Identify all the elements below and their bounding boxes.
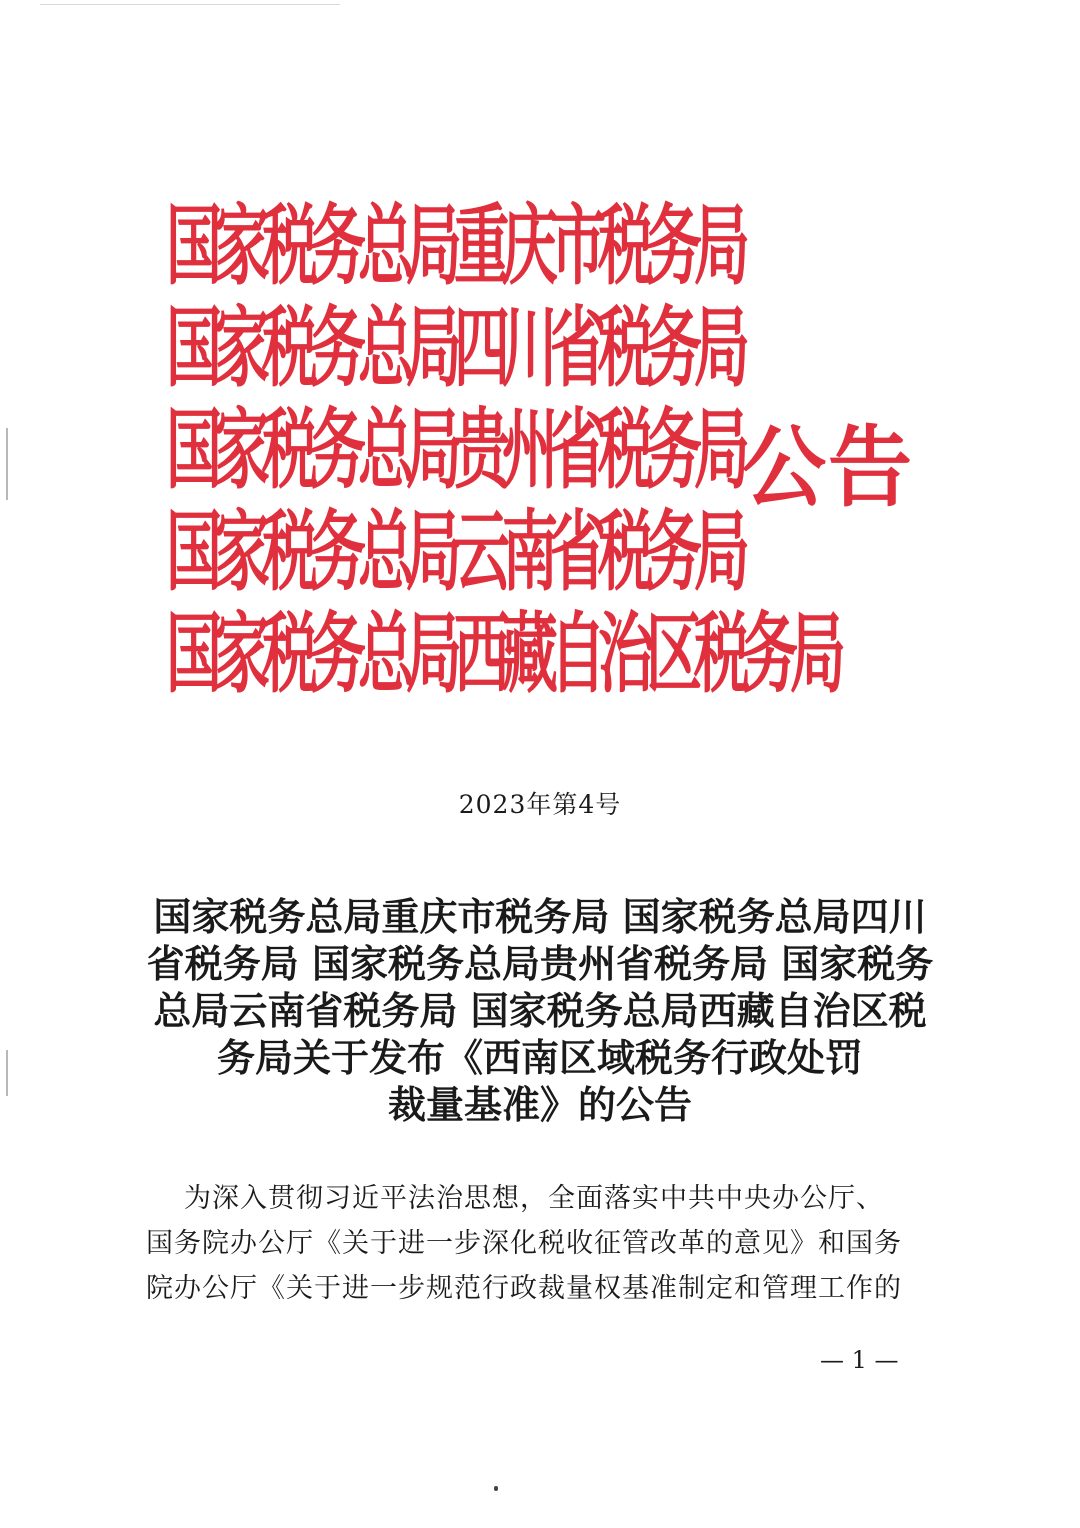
masthead-issuer-guizhou: 国家税务总局贵州省税务局 bbox=[166, 397, 742, 502]
title-line: 裁量基准》的公告 bbox=[387, 1082, 692, 1127]
body-line: 院办公厅《关于进一步规范行政裁量权基准制定和管理工作的 bbox=[146, 1273, 902, 1304]
title-line: 务局关于发布《西南区域税务行政处罚 bbox=[216, 1035, 863, 1080]
scan-margin-mark bbox=[6, 1050, 8, 1096]
masthead-issuer-chongqing: 国家税务总局重庆市税务局 bbox=[166, 193, 742, 298]
body-line: 国务院办公厅《关于进一步深化税收征管改革的意见》和国务 bbox=[146, 1228, 902, 1259]
scan-margin-mark bbox=[6, 428, 8, 500]
masthead-issuer-yunnan: 国家税务总局云南省税务局 bbox=[166, 499, 742, 604]
scan-dust-speck bbox=[494, 1486, 498, 1491]
title-line: 国家税务总局重庆市税务局 国家税务总局四川 bbox=[153, 894, 927, 939]
body-paragraph bbox=[146, 1176, 946, 1311]
masthead-issuer-xizang: 国家税务总局西藏自治区税务局 bbox=[166, 601, 838, 706]
masthead-doc-kind: 公告 bbox=[742, 414, 915, 519]
body-line: 为深入贯彻习近平法治思想，全面落实中共中央办公厅、 bbox=[184, 1183, 884, 1214]
masthead-issuer-sichuan: 国家税务总局四川省税务局 bbox=[166, 295, 742, 400]
title-line: 省税务局 国家税务总局贵州省税务局 国家税务 bbox=[146, 941, 934, 986]
scan-edge-artifact bbox=[40, 4, 340, 5]
document-title bbox=[140, 893, 940, 1128]
title-line: 总局云南省税务局 国家税务总局西藏自治区税 bbox=[153, 988, 927, 1033]
document-number: 2023年第4号 bbox=[458, 790, 622, 819]
page-number: — 1 — bbox=[820, 1346, 899, 1374]
